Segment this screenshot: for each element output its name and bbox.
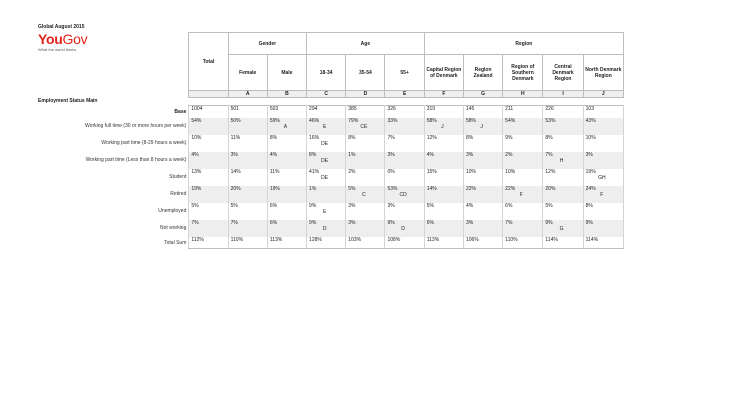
table-cell bbox=[424, 135, 463, 152]
row-label: Working part time (8-29 hours a week) bbox=[101, 140, 187, 146]
cell-value: 110% bbox=[230, 236, 244, 243]
cell-value: 5% bbox=[426, 202, 434, 209]
group-header-age: Age bbox=[307, 33, 425, 55]
significance-letter: D bbox=[322, 225, 327, 232]
table-cell bbox=[503, 152, 543, 169]
table-cell bbox=[307, 186, 346, 203]
cell-value: 1% bbox=[348, 151, 356, 158]
col-letter bbox=[189, 91, 228, 98]
cell-value: 294 bbox=[309, 106, 318, 112]
significance-letter: E bbox=[322, 123, 327, 130]
cell-value: 112% bbox=[191, 236, 204, 243]
cell-value: 10% bbox=[465, 168, 476, 175]
cell-value: 3% bbox=[465, 151, 474, 158]
table-cell bbox=[503, 169, 543, 186]
cell-value: 9% bbox=[585, 219, 593, 226]
significance-letter: H bbox=[559, 157, 564, 164]
cell-value: 9% bbox=[309, 219, 317, 226]
cell-value: 43% bbox=[585, 117, 596, 124]
col-header-capital: Capital Region of Denmark bbox=[424, 55, 463, 91]
table-cell bbox=[543, 203, 583, 220]
table-cell bbox=[543, 237, 583, 249]
cell-value: 11% bbox=[269, 168, 280, 175]
table-cell bbox=[346, 186, 385, 203]
table-cell bbox=[385, 237, 424, 249]
table-row bbox=[38, 237, 624, 249]
significance-letter: C bbox=[362, 191, 366, 198]
cell-value: 20% bbox=[545, 185, 556, 192]
row-label: Student bbox=[169, 174, 187, 180]
table-cell bbox=[267, 203, 306, 220]
significance-letter: F bbox=[600, 191, 604, 198]
table-cell bbox=[583, 203, 623, 220]
cell-value: 6% bbox=[505, 202, 513, 209]
cell-value: 4% bbox=[269, 151, 278, 158]
cell-value: 20% bbox=[230, 185, 241, 192]
table-cell bbox=[228, 237, 267, 249]
cell-value: 7% bbox=[230, 219, 238, 226]
cell-value: 108% bbox=[387, 236, 401, 243]
table-cell bbox=[385, 203, 424, 220]
cell-value: 79% bbox=[348, 117, 359, 124]
cell-value: 5% bbox=[191, 202, 199, 209]
cell-value: 19% bbox=[585, 168, 596, 175]
cell-value: 59% bbox=[269, 117, 280, 124]
cell-value: 33% bbox=[387, 117, 398, 124]
table-cell bbox=[424, 220, 463, 237]
cell-value: 24% bbox=[585, 185, 596, 192]
table-cell bbox=[267, 220, 306, 237]
table-cell bbox=[463, 152, 502, 169]
table-cell bbox=[267, 118, 306, 135]
table-cell bbox=[267, 106, 306, 118]
col-letter: F bbox=[424, 91, 463, 98]
cell-value: 13% bbox=[191, 168, 202, 175]
row-label: Base bbox=[174, 108, 187, 115]
table-cell bbox=[346, 106, 385, 118]
cell-value: 106% bbox=[465, 236, 479, 243]
table-cell bbox=[463, 169, 502, 186]
table-cell bbox=[189, 152, 228, 169]
cell-value: 8% bbox=[309, 151, 317, 158]
table-cell bbox=[583, 220, 623, 237]
group-header-gender: Gender bbox=[228, 33, 306, 55]
cell-value: 5% bbox=[545, 202, 553, 209]
table-row bbox=[38, 203, 624, 220]
table-row bbox=[38, 106, 624, 118]
table-cell bbox=[543, 152, 583, 169]
table-cell bbox=[228, 118, 267, 135]
table-cell bbox=[307, 106, 346, 118]
table-cell bbox=[424, 203, 463, 220]
cell-value: 19% bbox=[269, 185, 280, 192]
logo-tagline: What the world thinks bbox=[38, 47, 77, 52]
cell-value: 54% bbox=[191, 117, 202, 124]
cell-value: 10% bbox=[191, 134, 202, 141]
significance-letter: A bbox=[283, 123, 288, 130]
col-letter: G bbox=[463, 91, 502, 98]
table-cell bbox=[385, 135, 424, 152]
table-cell bbox=[463, 106, 502, 118]
col-header-female: Female bbox=[228, 55, 267, 91]
table-cell bbox=[385, 186, 424, 203]
table-cell bbox=[189, 203, 228, 220]
table-cell bbox=[346, 152, 385, 169]
table-cell bbox=[424, 118, 463, 135]
table-cell bbox=[385, 220, 424, 237]
table-row bbox=[38, 152, 624, 169]
cell-value: 3% bbox=[348, 219, 356, 226]
cell-value: 9% bbox=[309, 202, 317, 209]
cell-value: 114% bbox=[585, 236, 599, 243]
cell-value: 22% bbox=[505, 185, 516, 192]
cell-value: 7% bbox=[505, 219, 513, 226]
col-header-central: Central Denmark Region bbox=[543, 55, 583, 91]
table-cell bbox=[385, 118, 424, 135]
cell-value: 501 bbox=[230, 106, 239, 112]
table-cell bbox=[463, 135, 502, 152]
table-cell bbox=[583, 135, 623, 152]
cell-value: 9% bbox=[545, 219, 553, 226]
table-cell bbox=[307, 220, 346, 237]
cell-value: 385 bbox=[348, 106, 357, 112]
table-cell bbox=[189, 106, 228, 118]
cell-value: 8% bbox=[269, 134, 278, 141]
cell-value: 7% bbox=[545, 151, 553, 158]
table-cell bbox=[346, 118, 385, 135]
cell-value: 145 bbox=[465, 106, 475, 112]
significance-letter: E bbox=[322, 208, 327, 215]
cell-value: 8% bbox=[585, 202, 593, 209]
table-cell bbox=[583, 169, 623, 186]
row-label: Not working bbox=[159, 225, 187, 231]
table-cell bbox=[424, 169, 463, 186]
table-cell bbox=[189, 237, 228, 249]
significance-letter: DE bbox=[321, 174, 329, 181]
col-header-male: Male bbox=[267, 55, 306, 91]
col-header-north: North Denmark Region bbox=[583, 55, 623, 91]
significance-letter: CD bbox=[399, 191, 407, 198]
cell-value: 1004 bbox=[191, 106, 203, 112]
table-cell bbox=[307, 169, 346, 186]
row-label: Unemployed bbox=[158, 208, 187, 214]
cell-value: 2% bbox=[348, 168, 356, 175]
table-cell bbox=[307, 118, 346, 135]
table-cell bbox=[543, 106, 583, 118]
table-cell bbox=[228, 106, 267, 118]
cell-value: 54% bbox=[505, 117, 516, 124]
table-row bbox=[38, 135, 624, 152]
table-cell bbox=[346, 237, 385, 249]
crosstab-table bbox=[38, 32, 624, 249]
table-row bbox=[38, 220, 624, 237]
table-cell bbox=[543, 169, 583, 186]
table-cell bbox=[267, 169, 306, 186]
table-cell bbox=[267, 186, 306, 203]
table-cell bbox=[307, 237, 346, 249]
cell-value: 4% bbox=[191, 151, 199, 158]
table-cell bbox=[424, 152, 463, 169]
table-cell bbox=[503, 135, 543, 152]
cell-value: 3% bbox=[230, 151, 238, 158]
col-letter: H bbox=[503, 91, 543, 98]
table-cell bbox=[503, 203, 543, 220]
cell-value: 16% bbox=[309, 134, 320, 141]
table-cell bbox=[424, 186, 463, 203]
cell-value: 6% bbox=[269, 219, 278, 226]
cell-value: 114% bbox=[545, 236, 558, 243]
cell-value: 103% bbox=[348, 236, 362, 243]
table-cell bbox=[228, 203, 267, 220]
col-header-55plus: 55+ bbox=[385, 55, 424, 91]
cell-value: 113% bbox=[426, 236, 440, 243]
cell-value: 3% bbox=[387, 202, 395, 209]
cell-value: 22% bbox=[465, 185, 476, 192]
cell-value: 12% bbox=[426, 134, 437, 141]
table-cell bbox=[189, 169, 228, 186]
col-header-35-54: 35-54 bbox=[346, 55, 385, 91]
significance-letter: G bbox=[559, 225, 564, 232]
table-cell bbox=[385, 169, 424, 186]
col-letter: B bbox=[267, 91, 306, 98]
table-row bbox=[38, 169, 624, 186]
table-cell bbox=[503, 186, 543, 203]
row-label: Working part time (Less than 8 hours a week) bbox=[85, 157, 187, 163]
cell-value: 53% bbox=[545, 117, 556, 124]
cell-value: 5% bbox=[230, 202, 238, 209]
table-row bbox=[38, 186, 624, 203]
table-cell bbox=[267, 152, 306, 169]
table-cell bbox=[424, 106, 463, 118]
cell-value: 58% bbox=[426, 117, 437, 124]
significance-letter: GH bbox=[598, 174, 606, 181]
table-cell bbox=[463, 237, 502, 249]
cell-value: 12% bbox=[545, 168, 556, 175]
table-cell bbox=[307, 152, 346, 169]
table-cell bbox=[228, 152, 267, 169]
table-cell bbox=[583, 237, 623, 249]
table-cell bbox=[307, 203, 346, 220]
cell-value: 14% bbox=[426, 185, 437, 192]
cell-value: 226 bbox=[545, 106, 554, 112]
cell-value: 4% bbox=[426, 151, 434, 158]
col-letter: A bbox=[228, 91, 267, 98]
table-cell bbox=[189, 118, 228, 135]
col-header-southern: Region of Southern Denmark bbox=[503, 55, 543, 91]
significance-letter: D bbox=[401, 225, 405, 232]
cell-value: 7% bbox=[191, 219, 199, 226]
cell-value: 0% bbox=[387, 168, 395, 175]
cell-value: 10% bbox=[585, 134, 596, 141]
table-cell bbox=[463, 203, 502, 220]
col-header-total: Total bbox=[189, 33, 228, 91]
cell-value: 8% bbox=[465, 134, 474, 141]
table-cell bbox=[503, 118, 543, 135]
table-cell bbox=[189, 135, 228, 152]
significance-letter: DE bbox=[321, 140, 329, 147]
row-label: Retired bbox=[170, 191, 187, 197]
table-cell bbox=[583, 106, 623, 118]
group-header-region: Region bbox=[424, 33, 623, 55]
table-cell bbox=[228, 186, 267, 203]
significance-letter: J bbox=[480, 123, 483, 130]
table-cell bbox=[503, 237, 543, 249]
cell-value: 9% bbox=[387, 219, 395, 226]
table-cell bbox=[583, 186, 623, 203]
cell-value: 19% bbox=[191, 185, 202, 192]
col-letter: D bbox=[346, 91, 385, 98]
cell-value: 15% bbox=[426, 168, 437, 175]
cell-value: 41% bbox=[309, 168, 320, 175]
table-cell bbox=[228, 135, 267, 152]
col-header-zealand: Region Zealand bbox=[463, 55, 502, 91]
significance-letter: F bbox=[519, 191, 523, 198]
table-cell bbox=[583, 118, 623, 135]
cell-value: 8% bbox=[348, 134, 356, 141]
cell-value: 110% bbox=[505, 236, 518, 243]
cell-value: 2% bbox=[505, 151, 513, 158]
cell-value: 113% bbox=[269, 236, 283, 243]
cell-value: 6% bbox=[426, 219, 434, 226]
cell-value: 11% bbox=[230, 134, 241, 141]
table-cell bbox=[543, 135, 583, 152]
table-cell bbox=[463, 118, 502, 135]
cell-value: 7% bbox=[387, 134, 395, 141]
significance-letter: J bbox=[441, 123, 444, 130]
table-cell bbox=[307, 135, 346, 152]
cell-value: 3% bbox=[348, 202, 356, 209]
cell-value: 8% bbox=[545, 134, 553, 141]
cell-value: 14% bbox=[230, 168, 241, 175]
cell-value: 3% bbox=[465, 219, 474, 226]
table-row bbox=[38, 118, 624, 135]
table-cell bbox=[463, 186, 502, 203]
table-cell bbox=[543, 186, 583, 203]
table-cell bbox=[189, 186, 228, 203]
table-cell bbox=[583, 152, 623, 169]
cell-value: 3% bbox=[387, 151, 395, 158]
col-letter: E bbox=[385, 91, 424, 98]
table-cell bbox=[228, 169, 267, 186]
cell-value: 3% bbox=[585, 151, 593, 158]
table-cell bbox=[543, 220, 583, 237]
logo-you: You bbox=[38, 31, 63, 47]
cell-value: 1% bbox=[309, 185, 317, 192]
table-cell bbox=[543, 118, 583, 135]
cell-value: 53% bbox=[387, 185, 398, 192]
table-cell bbox=[503, 106, 543, 118]
col-letter: C bbox=[307, 91, 346, 98]
table-cell bbox=[346, 203, 385, 220]
cell-value: 5% bbox=[348, 185, 356, 192]
significance-letter: CE bbox=[360, 123, 368, 130]
table-cell bbox=[424, 237, 463, 249]
cell-value: 503 bbox=[269, 106, 279, 112]
col-letter: J bbox=[583, 91, 623, 98]
survey-title: Global August 2015 bbox=[38, 24, 85, 30]
col-letter: I bbox=[543, 91, 583, 98]
table-cell bbox=[267, 237, 306, 249]
cell-value: 4% bbox=[465, 202, 474, 209]
table-cell bbox=[385, 106, 424, 118]
table-cell bbox=[346, 169, 385, 186]
table-cell bbox=[346, 220, 385, 237]
cell-value: 319 bbox=[426, 106, 436, 112]
col-header-18-34: 18-34 bbox=[307, 55, 346, 91]
cell-value: 211 bbox=[505, 106, 514, 112]
section-label: Employment Status Main bbox=[38, 98, 98, 104]
cell-value: 128% bbox=[309, 236, 322, 243]
cell-value: 326 bbox=[387, 106, 396, 112]
cell-value: 10% bbox=[505, 168, 516, 175]
row-label: Total Sum bbox=[164, 239, 187, 246]
table-cell bbox=[463, 220, 502, 237]
table-cell bbox=[228, 220, 267, 237]
significance-letter: DE bbox=[321, 157, 329, 164]
logo-gov: Gov bbox=[62, 31, 88, 47]
table-cell bbox=[267, 135, 306, 152]
cell-value: 9% bbox=[505, 134, 513, 141]
table-cell bbox=[385, 152, 424, 169]
cell-value: 50% bbox=[230, 117, 241, 124]
table-cell bbox=[189, 220, 228, 237]
cell-value: 58% bbox=[465, 117, 476, 124]
cell-value: 103 bbox=[585, 106, 594, 112]
table-cell bbox=[503, 220, 543, 237]
cell-value: 46% bbox=[309, 117, 320, 124]
cell-value: 6% bbox=[269, 202, 278, 209]
table-cell bbox=[346, 135, 385, 152]
row-label: Working full time (30 or more hours per week) bbox=[85, 123, 187, 129]
